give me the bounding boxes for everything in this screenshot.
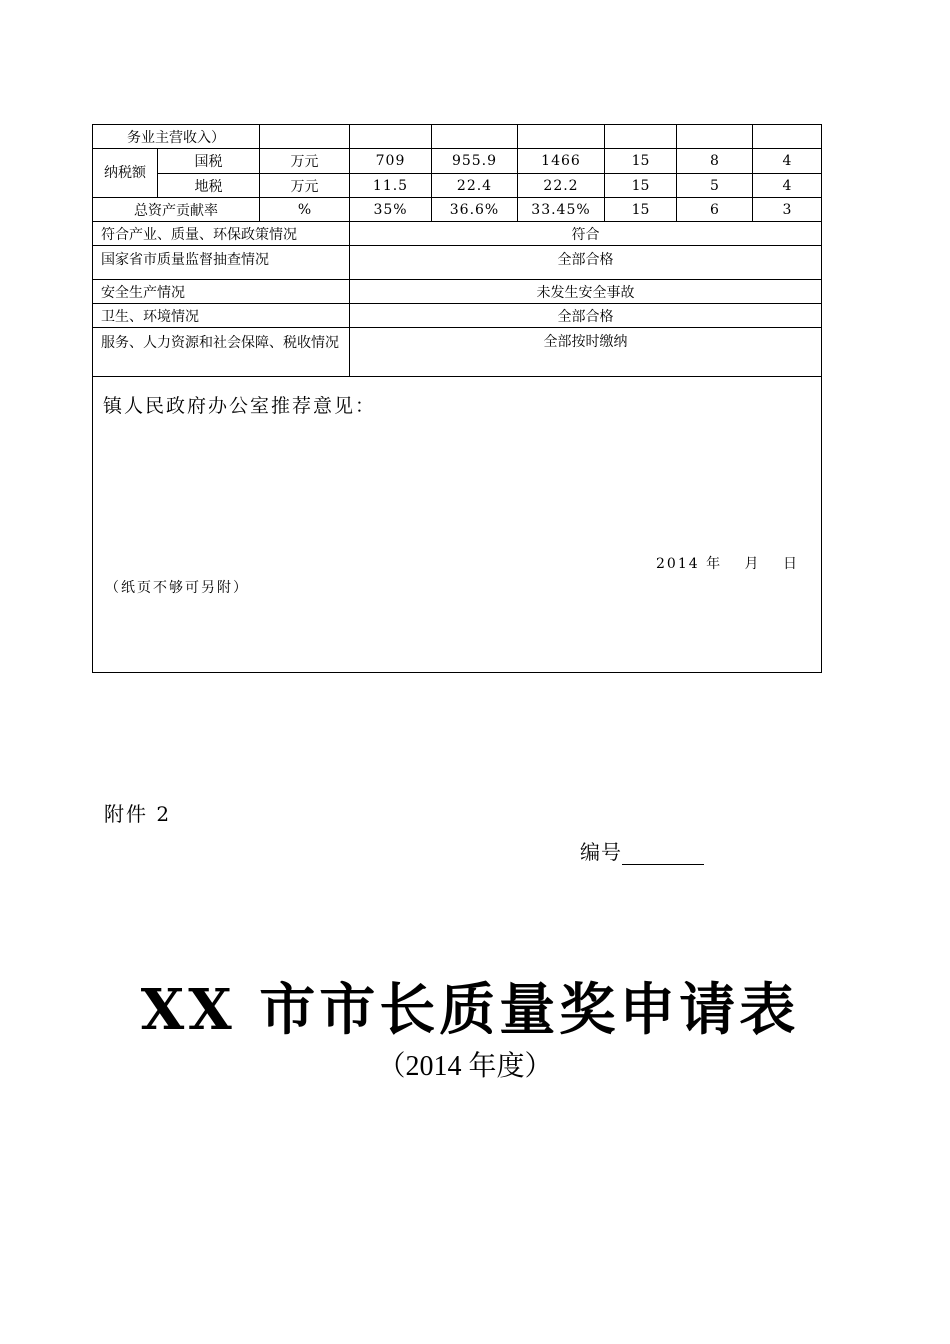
form-year: （2014 年度） xyxy=(377,1051,553,1082)
safety-value: 未发生安全事故 xyxy=(350,280,822,304)
national-tax-v6: 4 xyxy=(753,149,822,174)
recommendation-opinion-cell[interactable] xyxy=(93,377,822,673)
opinion-title: 镇人民政府办公室推荐意见： xyxy=(103,395,377,417)
asset-rate-v5: 6 xyxy=(677,198,753,222)
asset-rate-v4: 15 xyxy=(605,198,677,222)
serial-blank-line[interactable] xyxy=(622,842,704,865)
national-tax-unit: 万元 xyxy=(260,149,350,174)
asset-rate-v1: 35% xyxy=(350,198,432,222)
table-row xyxy=(93,328,822,377)
opinion-note: （纸页不够可另附） xyxy=(105,580,249,596)
inspection-value: 全部合格 xyxy=(350,246,822,280)
attachment-label: 附件 2 xyxy=(104,802,172,826)
serial-label: 编号 xyxy=(580,840,622,864)
national-tax-label: 国税 xyxy=(158,149,260,174)
national-tax-v5: 8 xyxy=(677,149,753,174)
inspection-label: 国家省市质量监督抽查情况 xyxy=(93,246,350,280)
asset-rate-v2: 36.6% xyxy=(432,198,518,222)
serial-number-field xyxy=(580,836,704,865)
form-title: XX 市市长质量奖申请表 xyxy=(140,977,800,1043)
local-tax-v6: 4 xyxy=(753,174,822,198)
environment-value: 全部合格 xyxy=(350,304,822,328)
table-row xyxy=(93,377,822,673)
local-tax-v5: 5 xyxy=(677,174,753,198)
table-row xyxy=(93,174,822,198)
empty-cell xyxy=(518,125,605,149)
local-tax-v2: 22.4 xyxy=(432,174,518,198)
service-value: 全部按时缴纳 xyxy=(350,328,822,377)
table-row xyxy=(93,280,822,304)
policy-label: 符合产业、质量、环保政策情况 xyxy=(93,222,350,246)
policy-value: 符合 xyxy=(350,222,822,246)
asset-rate-v3: 33.45% xyxy=(518,198,605,222)
service-label: 服务、人力资源和社会保障、税收情况 xyxy=(93,328,350,377)
empty-cell xyxy=(260,125,350,149)
local-tax-v4: 15 xyxy=(605,174,677,198)
table-row xyxy=(93,222,822,246)
local-tax-v1: 11.5 xyxy=(350,174,432,198)
empty-cell xyxy=(677,125,753,149)
national-tax-v2: 955.9 xyxy=(432,149,518,174)
asset-rate-unit: % xyxy=(260,198,350,222)
table-row xyxy=(93,304,822,328)
tax-group-label: 纳税额 xyxy=(93,149,158,198)
empty-cell xyxy=(753,125,822,149)
national-tax-v3: 1466 xyxy=(518,149,605,174)
empty-cell xyxy=(350,125,432,149)
safety-label: 安全生产情况 xyxy=(93,280,350,304)
asset-rate-label: 总资产贡献率 xyxy=(93,198,260,222)
table-row xyxy=(93,198,822,222)
opinion-date: 2014 年 月 日 xyxy=(656,556,799,572)
asset-rate-v6: 3 xyxy=(753,198,822,222)
local-tax-unit: 万元 xyxy=(260,174,350,198)
table-row xyxy=(93,125,822,149)
table-row xyxy=(93,149,822,174)
national-tax-v4: 15 xyxy=(605,149,677,174)
empty-cell xyxy=(605,125,677,149)
application-data-table xyxy=(92,124,822,673)
environment-label: 卫生、环境情况 xyxy=(93,304,350,328)
table-row xyxy=(93,246,822,280)
income-label-cell: 务业主营收入） xyxy=(93,125,260,149)
local-tax-label: 地税 xyxy=(158,174,260,198)
empty-cell xyxy=(432,125,518,149)
local-tax-v3: 22.2 xyxy=(518,174,605,198)
national-tax-v1: 709 xyxy=(350,149,432,174)
